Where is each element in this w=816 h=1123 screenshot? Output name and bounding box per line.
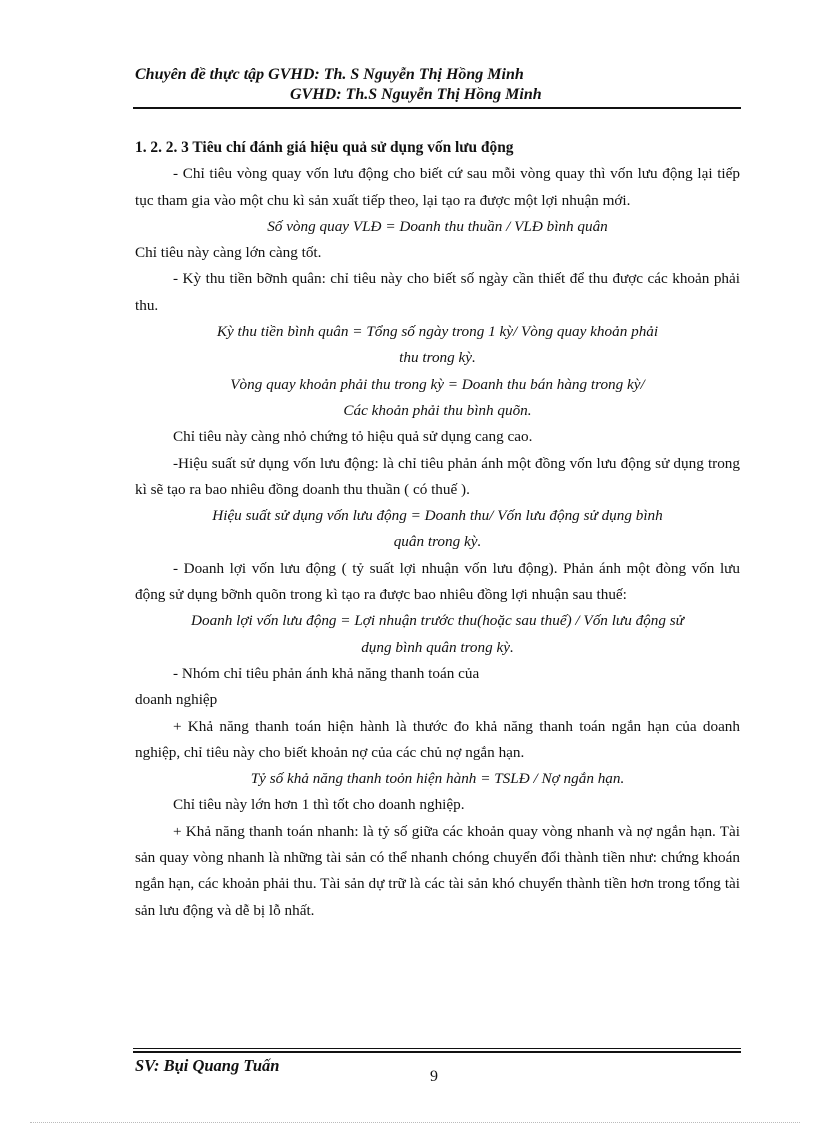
paragraph-2: Chỉ tiêu này càng lớn càng tốt. (135, 244, 322, 262)
formula-3-line-1: Vòng quay khoản phải thu trong kỳ = Doanh thu bán hàng trong kỳ/ (230, 375, 645, 393)
formula-1: Số vòng quay VLĐ = Doanh thu thuần / VLĐ bình quân (267, 217, 608, 235)
formula-6: Tỷ số khả năng thanh toỏn hiện hành = TSLĐ / Nợ ngắn hạn. (250, 770, 625, 788)
formula-2-line-2: thu trong kỳ. (399, 349, 476, 367)
formula-2-line-1: Kỳ thu tiền bình quân = Tổng số ngày trong 1 kỳ/ Vòng quay khoản phải (216, 323, 659, 341)
paragraph-3: - Kỳ thu tiền bỡnh quân: chỉ tiêu này cho biết số ngày cần thiết để thu được các khoản phải thu. (135, 270, 740, 314)
formula-3-line-2: Các khoản phải thu bình quõn. (343, 401, 532, 419)
paragraph-5: -Hiệu suất sử dụng vốn lưu động: là chỉ tiêu phản ánh một đồng vốn lưu động sử dụng trong kì sẽ tạo ra bao nhiêu đồng doanh thu thuần ( có thuế ). (135, 454, 740, 498)
paragraph-6: - Doanh lợi vốn lưu động ( tỷ suất lợi nhuận vốn lưu động). Phản ánh một đòng vốn lưu động sử dụng bỡnh quõn trong kì tạo ra được bao nhiêu đồng lợi nhuận sau thuế: (135, 559, 740, 604)
paragraph-4: Chỉ tiêu này càng nhỏ chứng tỏ hiệu quả sử dụng cang cao. (173, 428, 533, 446)
formula-5-line-2: dụng bình quân trong kỳ. (361, 638, 514, 656)
formula-4-line-1: Hiệu suất sử dụng vốn lưu động = Doanh thu/ Vốn lưu động sử dụng bình (212, 507, 663, 525)
header-rule (133, 107, 741, 109)
paragraph-8: + Khả năng thanh toán hiện hành là thước đo khả năng thanh toán ngắn hạn của doanh nghiệp, chỉ tiêu này cho biết khoản nợ của các chủ nợ ngắn hạn. (135, 717, 740, 761)
footer-rule-thick (133, 1051, 741, 1053)
paragraph-7-line-2: doanh nghiệp (135, 691, 218, 709)
page-body (135, 135, 740, 924)
section-heading: 1. 2. 2. 3 Tiêu chí đánh giá hiệu quả sử dụng vốn lưu động (135, 139, 514, 156)
formula-5-line-1: Doanh lợi vốn lưu động = Lợi nhuận trước thu(hoặc sau thuế) / Vốn lưu động sử (191, 612, 684, 630)
header-line-1: Chuyên đề thực tập GVHD: Th. S Nguyễn Thị Hồng Minh (135, 66, 524, 83)
student-name: SV: Bụi Quang Tuấn (135, 1056, 280, 1075)
paragraph-9: Chỉ tiêu này lớn hơn 1 thì tốt cho doanh nghiệp. (173, 796, 465, 814)
page-number: 9 (430, 1068, 438, 1085)
paragraph-1: - Chỉ tiêu vòng quay vốn lưu động cho biết cứ sau mỗi vòng quay thì vốn lưu động lại tiếp tục tham gia vào một chu kì sản xuất tiếp theo, lại tạo ra được một lợi nhuận mới. (135, 165, 740, 209)
formula-4-line-2: quân trong kỳ. (393, 533, 482, 551)
footer-rule-thin (133, 1048, 741, 1049)
paragraph-7-line-1: - Nhóm chỉ tiêu phản ánh khả năng thanh toán của (173, 664, 480, 682)
paragraph-10: + Khả năng thanh toán nhanh: là tỷ số giữa các khoản quay vòng nhanh và nợ ngắn hạn. Tài sản quay vòng nhanh là những tài sản có thể nhanh chóng chuyển đổi thành tiền như: chứng khoán ngắn hạn, các khoản phải thu. Tài sản dự trữ là các tài sản khó chuyển thành tiền hơn trong tổng tài sản lưu động và dễ bị lỗ nhất. (135, 822, 740, 919)
header-line-2: GVHD: Th.S Nguyễn Thị Hồng Minh (290, 86, 542, 103)
